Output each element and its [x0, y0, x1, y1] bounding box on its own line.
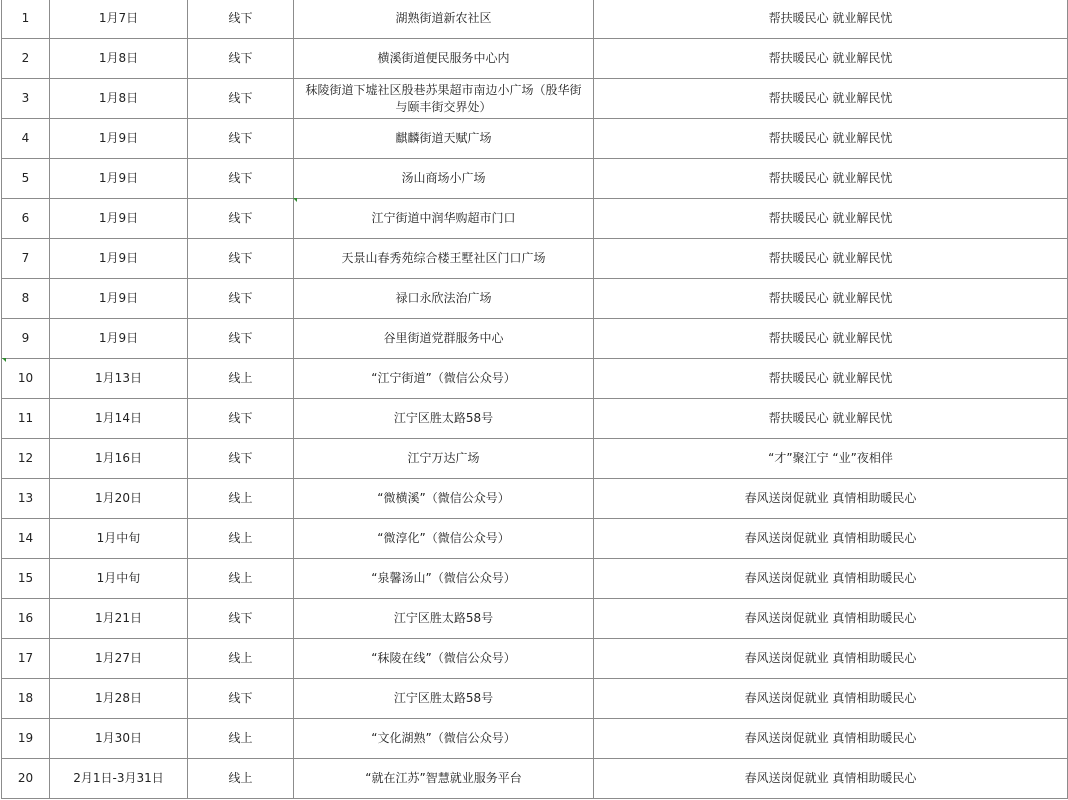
cell-mode[interactable]: 线下 — [188, 399, 294, 439]
table-row — [2, 39, 1068, 79]
cell-theme[interactable]: 春风送岗促就业 真情相助暖民心 — [594, 759, 1068, 799]
cell-theme[interactable]: 帮扶暖民心 就业解民忧 — [594, 319, 1068, 359]
cell-theme[interactable]: 帮扶暖民心 就业解民忧 — [594, 279, 1068, 319]
cell-index[interactable]: 2 — [2, 39, 50, 79]
cell-location[interactable]: 横溪街道便民服务中心内 — [294, 39, 594, 79]
table-row — [2, 759, 1068, 799]
cell-location[interactable]: “泉馨汤山”（微信公众号） — [294, 559, 594, 599]
cell-mode[interactable]: 线上 — [188, 359, 294, 399]
table-row — [2, 479, 1068, 519]
table-row — [2, 559, 1068, 599]
cell-mode[interactable]: 线下 — [188, 0, 294, 39]
cell-location[interactable]: “江宁街道”（微信公众号） — [294, 359, 594, 399]
cell-mode[interactable]: 线下 — [188, 599, 294, 639]
cell-index[interactable]: 7 — [2, 239, 50, 279]
cell-date[interactable]: 1月20日 — [50, 479, 188, 519]
cell-date[interactable]: 1月中旬 — [50, 559, 188, 599]
cell-index[interactable]: 8 — [2, 279, 50, 319]
cell-location[interactable]: “秣陵在线”（微信公众号） — [294, 639, 594, 679]
cell-mode[interactable]: 线上 — [188, 519, 294, 559]
cell-mode[interactable]: 线下 — [188, 279, 294, 319]
cell-date[interactable]: 2月1日-3月31日 — [50, 759, 188, 799]
cell-date[interactable]: 1月16日 — [50, 439, 188, 479]
cell-index[interactable]: 12 — [2, 439, 50, 479]
cell-date[interactable]: 1月27日 — [50, 639, 188, 679]
cell-date[interactable]: 1月7日 — [50, 0, 188, 39]
cell-date[interactable]: 1月9日 — [50, 199, 188, 239]
cell-location[interactable]: 湖熟街道新农社区 — [294, 0, 594, 39]
cell-location[interactable]: 江宁区胜太路58号 — [294, 679, 594, 719]
job-fair-schedule-table — [1, 0, 1068, 799]
table-row — [2, 359, 1068, 399]
cell-mode[interactable]: 线下 — [188, 439, 294, 479]
cell-date[interactable]: 1月30日 — [50, 719, 188, 759]
cell-mode[interactable]: 线下 — [188, 79, 294, 119]
table-row — [2, 599, 1068, 639]
cell-mode[interactable]: 线上 — [188, 479, 294, 519]
cell-mode[interactable]: 线下 — [188, 159, 294, 199]
cell-mode[interactable]: 线下 — [188, 199, 294, 239]
cell-theme[interactable]: 帮扶暖民心 就业解民忧 — [594, 159, 1068, 199]
cell-index[interactable]: 4 — [2, 119, 50, 159]
cell-mode[interactable]: 线上 — [188, 719, 294, 759]
cell-location[interactable]: “文化湖熟”（微信公众号） — [294, 719, 594, 759]
cell-location[interactable]: 天景山春秀苑综合楼王墅社区门口广场 — [294, 239, 594, 279]
cell-theme[interactable]: 帮扶暖民心 就业解民忧 — [594, 79, 1068, 119]
cell-location[interactable]: “微横溪”（微信公众号） — [294, 479, 594, 519]
cell-index[interactable]: 14 — [2, 519, 50, 559]
cell-theme[interactable]: 春风送岗促就业 真情相助暖民心 — [594, 719, 1068, 759]
table-row — [2, 199, 1068, 239]
cell-mode[interactable]: 线下 — [188, 679, 294, 719]
cell-mode[interactable]: 线下 — [188, 119, 294, 159]
table-row — [2, 439, 1068, 479]
cell-index[interactable]: 1 — [2, 0, 50, 39]
cell-theme[interactable]: 帮扶暖民心 就业解民忧 — [594, 359, 1068, 399]
cell-mode[interactable]: 线上 — [188, 759, 294, 799]
cell-theme[interactable]: “才”聚江宁 “业”夜相伴 — [594, 439, 1068, 479]
cell-theme[interactable]: 帮扶暖民心 就业解民忧 — [594, 239, 1068, 279]
cell-date[interactable]: 1月9日 — [50, 159, 188, 199]
cell-theme[interactable]: 春风送岗促就业 真情相助暖民心 — [594, 519, 1068, 559]
cell-theme[interactable]: 春风送岗促就业 真情相助暖民心 — [594, 599, 1068, 639]
cell-date[interactable]: 1月9日 — [50, 319, 188, 359]
cell-date[interactable]: 1月9日 — [50, 279, 188, 319]
table-row — [2, 239, 1068, 279]
table-body — [2, 0, 1068, 799]
cell-location[interactable]: 谷里街道党群服务中心 — [294, 319, 594, 359]
cell-location[interactable]: 禄口永欣法治广场 — [294, 279, 594, 319]
table-row — [2, 79, 1068, 119]
cell-index[interactable]: 15 — [2, 559, 50, 599]
cell-location[interactable]: 秣陵街道下墟社区殷巷苏果超市南边小广场（殷华街与颐丰街交界处） — [294, 79, 594, 119]
table-row — [2, 639, 1068, 679]
cell-index[interactable]: 16 — [2, 599, 50, 639]
cell-location[interactable]: 江宁街道中润华购超市门口 — [294, 199, 594, 239]
table-row — [2, 399, 1068, 439]
cell-theme[interactable]: 春风送岗促就业 真情相助暖民心 — [594, 559, 1068, 599]
cell-index[interactable]: 5 — [2, 159, 50, 199]
cell-index[interactable]: 13 — [2, 479, 50, 519]
cell-location[interactable]: “微淳化”（微信公众号） — [294, 519, 594, 559]
cell-index[interactable]: 11 — [2, 399, 50, 439]
cell-date[interactable]: 1月21日 — [50, 599, 188, 639]
table-row — [2, 159, 1068, 199]
cell-comment-marker — [2, 358, 6, 362]
cell-location[interactable]: 江宁区胜太路58号 — [294, 399, 594, 439]
table-row — [2, 319, 1068, 359]
cell-theme[interactable]: 春风送岗促就业 真情相助暖民心 — [594, 639, 1068, 679]
cell-location[interactable]: 麒麟街道天赋广场 — [294, 119, 594, 159]
cell-date[interactable]: 1月9日 — [50, 239, 188, 279]
table-row — [2, 519, 1068, 559]
cell-theme[interactable]: 帮扶暖民心 就业解民忧 — [594, 399, 1068, 439]
cell-date[interactable]: 1月9日 — [50, 119, 188, 159]
cell-date[interactable]: 1月28日 — [50, 679, 188, 719]
cell-index[interactable]: 19 — [2, 719, 50, 759]
cell-index[interactable]: 10 — [2, 359, 50, 399]
cell-date[interactable]: 1月8日 — [50, 79, 188, 119]
cell-mode[interactable]: 线下 — [188, 39, 294, 79]
cell-index[interactable]: 20 — [2, 759, 50, 799]
cell-location[interactable]: 汤山商场小广场 — [294, 159, 594, 199]
cell-index[interactable]: 17 — [2, 639, 50, 679]
cell-theme[interactable]: 帮扶暖民心 就业解民忧 — [594, 199, 1068, 239]
table-row — [2, 119, 1068, 159]
cell-mode[interactable]: 线上 — [188, 639, 294, 679]
cell-location[interactable]: 江宁区胜太路58号 — [294, 599, 594, 639]
cell-theme[interactable]: 帮扶暖民心 就业解民忧 — [594, 0, 1068, 39]
cell-date[interactable]: 1月13日 — [50, 359, 188, 399]
cell-date[interactable]: 1月14日 — [50, 399, 188, 439]
cell-index[interactable]: 3 — [2, 79, 50, 119]
table-row — [2, 279, 1068, 319]
cell-mode[interactable]: 线上 — [188, 559, 294, 599]
cell-location[interactable]: 江宁万达广场 — [294, 439, 594, 479]
cell-index[interactable]: 6 — [2, 199, 50, 239]
cell-mode[interactable]: 线下 — [188, 239, 294, 279]
cell-theme[interactable]: 春风送岗促就业 真情相助暖民心 — [594, 679, 1068, 719]
cell-theme[interactable]: 春风送岗促就业 真情相助暖民心 — [594, 479, 1068, 519]
table-row — [2, 719, 1068, 759]
cell-theme[interactable]: 帮扶暖民心 就业解民忧 — [594, 39, 1068, 79]
cell-theme[interactable]: 帮扶暖民心 就业解民忧 — [594, 119, 1068, 159]
table-row — [2, 679, 1068, 719]
cell-location[interactable]: “就在江苏”智慧就业服务平台 — [294, 759, 594, 799]
cell-index[interactable]: 18 — [2, 679, 50, 719]
table-row — [2, 0, 1068, 39]
cell-date[interactable]: 1月中旬 — [50, 519, 188, 559]
cell-mode[interactable]: 线下 — [188, 319, 294, 359]
cell-comment-marker — [293, 198, 297, 202]
cell-date[interactable]: 1月8日 — [50, 39, 188, 79]
cell-index[interactable]: 9 — [2, 319, 50, 359]
